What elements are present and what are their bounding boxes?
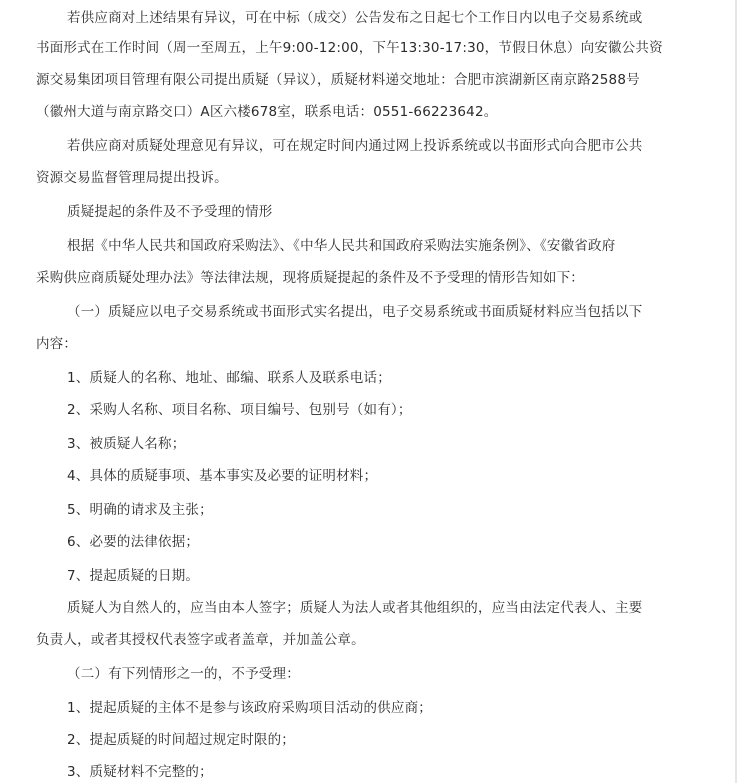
list-item-1: 1、质疑人的名称、地址、邮编、联系人及联系电话； (67, 370, 391, 386)
list-item-4: 4、具体的质疑事项、基本事实及必要的证明材料； (67, 468, 378, 484)
para-4-line-1: 质疑人为自然人的，应当由本人签字；质疑人为法人或者其他组织的，应当由法定代表人、主要 (67, 600, 643, 616)
clause-1-line-2: 内容： (36, 336, 78, 352)
para-1-line-2: 书面形式在工作时间（周一至周五，上午9:00-12:00，下午13:30-17:30，节假日休息）向安徽公共资 (36, 40, 663, 56)
list-item-7: 7、提起质疑的日期。 (67, 568, 200, 584)
exclusion-item-3: 3、质疑材料不完整的； (67, 764, 213, 780)
section-heading: 质疑提起的条件及不予受理的情形 (67, 204, 273, 220)
para-4-line-2: 负责人，或者其授权代表签字或者盖章，并加盖公章。 (36, 632, 365, 648)
exclusion-item-2: 2、提起质疑的时间超过规定时限的； (67, 732, 295, 748)
para-1-line-1: 若供应商对上述结果有异议，可在中标（成交）公告发布之日起七个工作日内以电子交易系统或 (67, 10, 643, 26)
list-item-6: 6、必要的法律依据； (67, 534, 200, 550)
para-1-line-3: 源交易集团项目管理有限公司提出质疑（异议），质疑材料递交地址：合肥市滨湖新区南京路2588号 (36, 72, 640, 88)
para-2-line-2: 资源交易监督管理局提出投诉。 (36, 170, 228, 186)
para-2-line-1: 若供应商对质疑处理意见有异议，可在规定时间内通过网上投诉系统或以书面形式向合肥市公共 (67, 138, 643, 154)
para-3-line-1: 根据《中华人民共和国政府采购法》、《中华人民共和国政府采购法实施条例》、《安徽省政府 (67, 238, 616, 254)
para-3-line-2: 采购供应商质疑处理办法》等法律法规，现将质疑提起的条件及不予受理的情形告知如下： (36, 270, 584, 286)
exclusion-item-1: 1、提起质疑的主体不是参与该政府采购项目活动的供应商； (67, 700, 432, 716)
clause-1-line-1: （一）质疑应以电子交易系统或书面形式实名提出，电子交易系统或书面质疑材料应当包括以下 (67, 304, 643, 320)
para-1-line-4: （徽州大道与南京路交口）A区六楼678室，联系电话：0551-66223642。 (36, 104, 498, 120)
clause-2-heading: （二）有下列情形之一的，不予受理： (67, 666, 300, 682)
list-item-2: 2、采购人名称、项目名称、项目编号、包别号（如有）； (67, 402, 412, 418)
list-item-3: 3、被质疑人名称； (67, 436, 186, 452)
list-item-5: 5、明确的请求及主张； (67, 502, 213, 518)
